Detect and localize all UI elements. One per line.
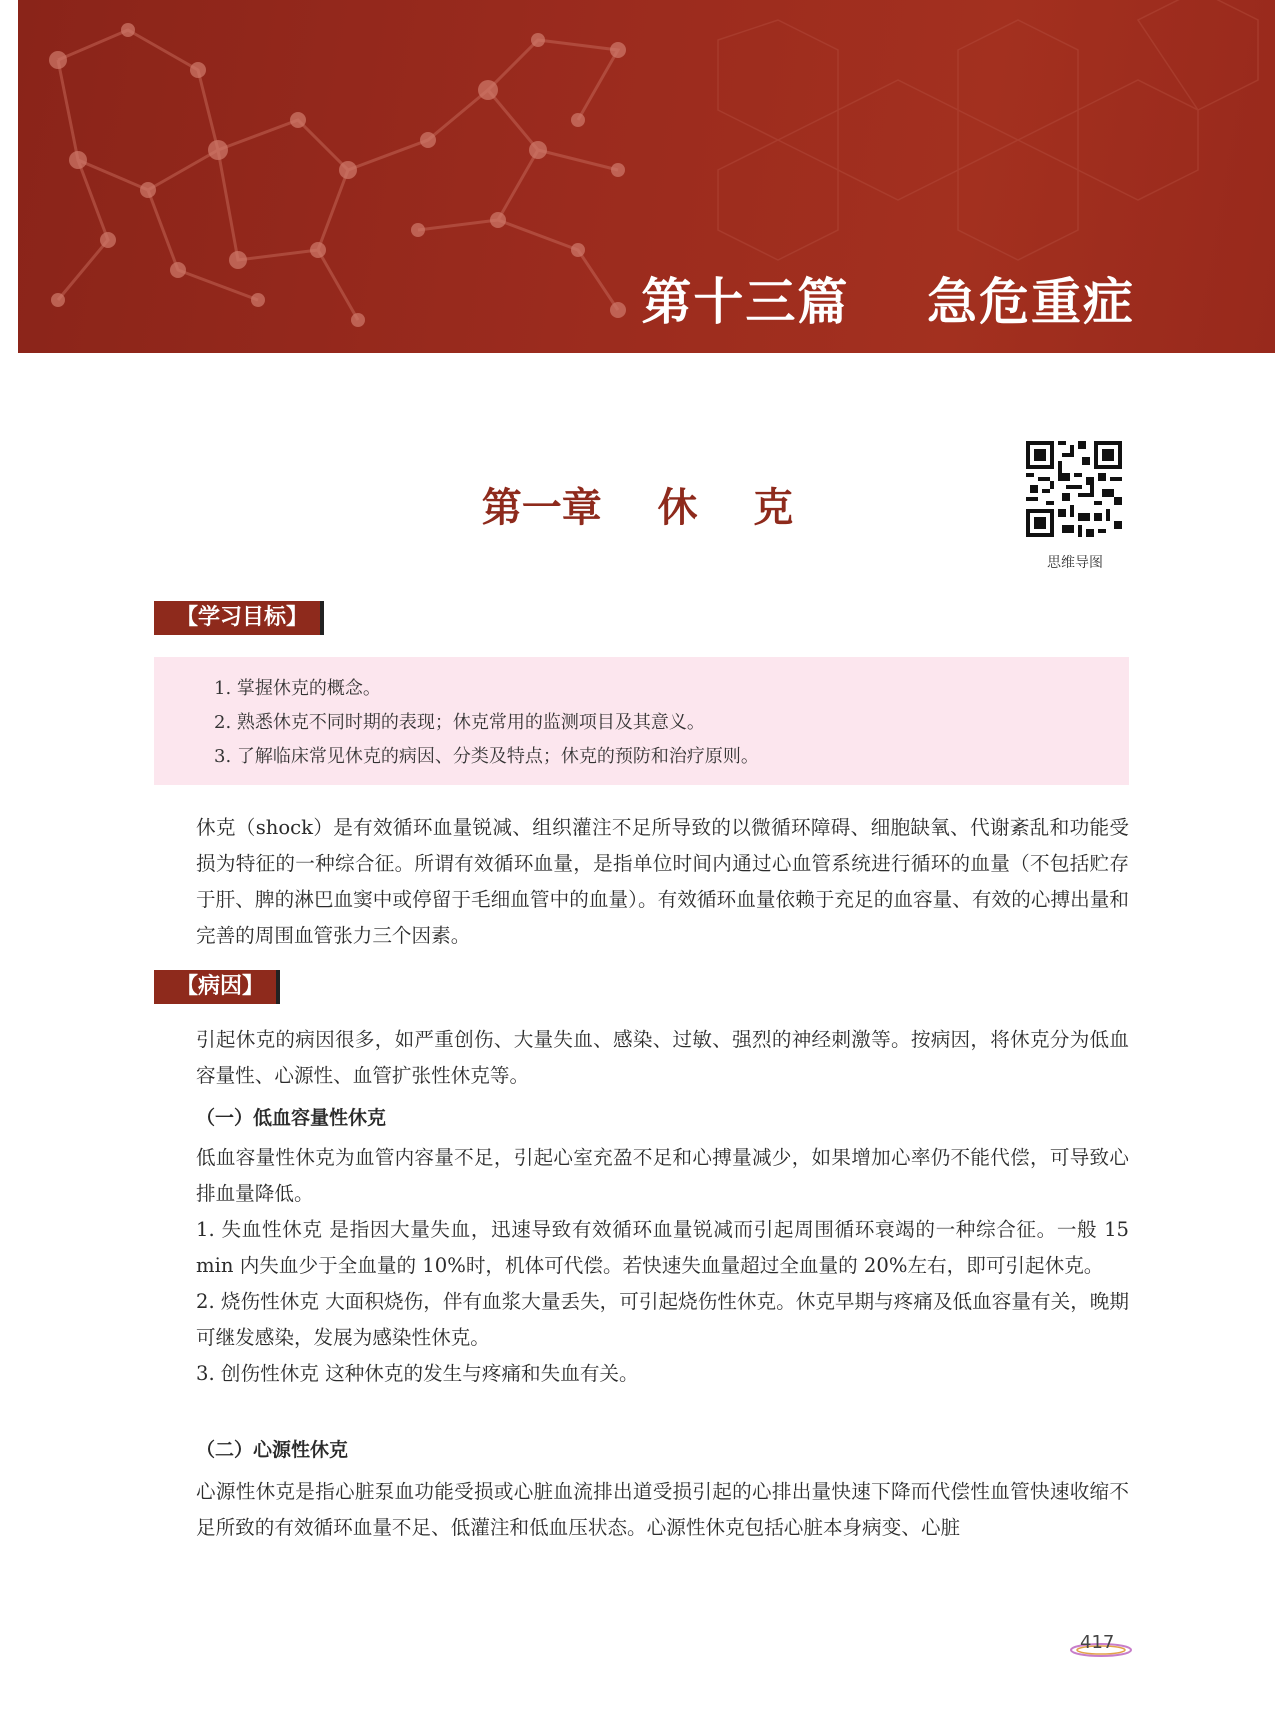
chapter-title: 第一章 休 克 xyxy=(481,484,794,531)
objective-item: 3. 了解临床常见休克的病因、分类及特点；休克的预防和治疗原则。 xyxy=(214,746,759,767)
objectives-box xyxy=(154,657,1129,785)
intro-paragraph-block xyxy=(154,810,1129,954)
part-title: 第十三篇 急危重症 xyxy=(641,273,1135,331)
hypovolemic-paragraph: 低血容量性休克为血管内容量不足，引起心室充盈不足和心搏量减少，如果增加心率仍不能代偿，可导致心排血量降低。 xyxy=(196,1146,1129,1205)
intro-paragraph: 休克（shock）是有效循环血量锐减、组织灌注不足所导致的以微循环障碍、细胞缺氧、代谢紊乱和功能受损为特征的一种综合征。所谓有效循环血量，是指单位时间内通过心血管系统进行循环的血量（不包括贮存于肝、脾的淋巴血窦中或停留于毛细血管中的血量）。有效循环血量依赖于充足的血容量、有效的心搏出量和完善的周围血管张力三个因素。 xyxy=(196,816,1129,947)
cardiogenic-block xyxy=(154,1474,1129,1546)
etiology-paragraph-block xyxy=(154,1022,1129,1094)
objective-item: 1. 掌握休克的概念。 xyxy=(214,678,381,699)
page-number: 417 xyxy=(1080,1632,1115,1653)
etiology-paragraph: 引起休克的病因很多，如严重创伤、大量失血、感染、过敏、强烈的神经刺激等。按病因，将休克分为低血容量性、心源性、血管扩张性休克等。 xyxy=(196,1028,1129,1087)
hypovolemic-item: 2. 烧伤性休克 大面积烧伤，伴有血浆大量丢失，可引起烧伤性休克。休克早期与疼痛及低血容量有关，晚期可继发感染，发展为感染性休克。 xyxy=(196,1290,1129,1349)
part-banner xyxy=(18,0,1275,353)
objective-item: 2. 熟悉休克不同时期的表现；休克常用的监测项目及其意义。 xyxy=(214,712,705,733)
qr-code-icon[interactable] xyxy=(1026,441,1122,537)
hypovolemic-item: 1. 失血性休克 是指因大量失血，迅速导致有效循环血量锐减而引起周围循环衰竭的一种综合征。一般 15 min 内失血少于全血量的 10%时，机体可代偿。若快速失血量超过全血量的 20%左右，即可引起休克。 xyxy=(196,1218,1129,1277)
hypovolemic-block xyxy=(154,1140,1129,1392)
subheading-hypovolemic: （一）低血容量性休克 xyxy=(196,1107,387,1129)
qr-caption: 思维导图 xyxy=(1047,555,1103,571)
etiology-heading: 【病因】 xyxy=(154,970,276,1004)
subheading-cardiogenic: （二）心源性休克 xyxy=(196,1439,349,1461)
cardiogenic-paragraph: 心源性休克是指心脏泵血功能受损或心脏血流排出道受损引起的心排出量快速下降而代偿性血管快速收缩不足所致的有效循环血量不足、低灌注和低血压状态。心源性休克包括心脏本身病变、心脏 xyxy=(196,1480,1129,1539)
objectives-heading: 【学习目标】 xyxy=(154,601,320,635)
hypovolemic-item: 3. 创伤性休克 这种休克的发生与疼痛和失血有关。 xyxy=(196,1362,639,1385)
